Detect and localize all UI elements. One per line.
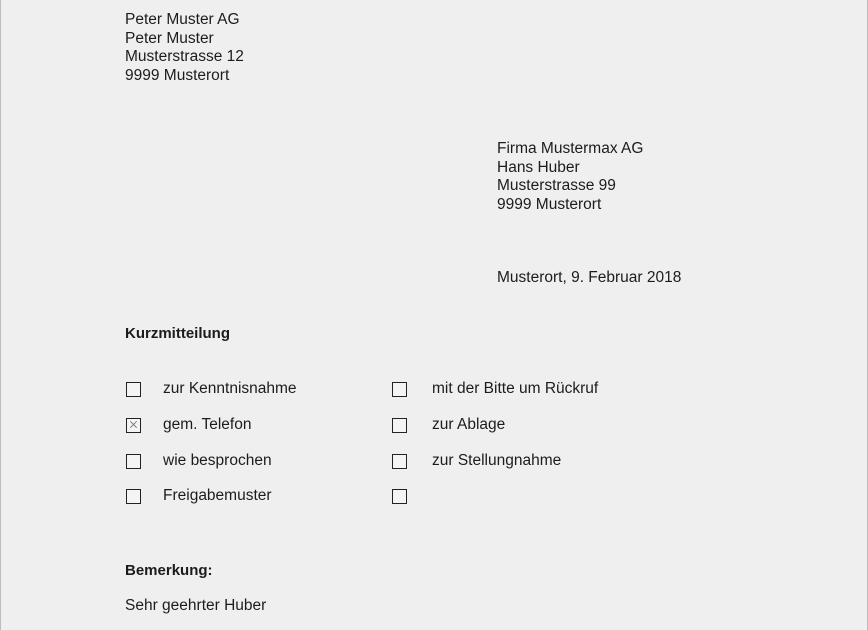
bemerkung-heading: Bemerkung: bbox=[125, 562, 213, 579]
checkbox-zur-stellungnahme[interactable] bbox=[392, 454, 407, 469]
label-bitte-um-rueckruf: mit der Bitte um Rückruf bbox=[432, 380, 599, 397]
sender-address bbox=[125, 11, 244, 86]
label-wie-besprochen: wie besprochen bbox=[163, 452, 272, 469]
checkbox-wie-besprochen[interactable] bbox=[126, 454, 141, 469]
checkbox-zur-ablage[interactable] bbox=[392, 418, 407, 433]
label-zur-kenntnisnahme: zur Kenntnisnahme bbox=[163, 380, 297, 397]
recipient-street: Musterstrasse 99 bbox=[497, 177, 616, 195]
label-zur-ablage: zur Ablage bbox=[432, 416, 506, 433]
recipient-company: Firma Mustermax AG bbox=[497, 140, 644, 157]
recipient-city: 9999 Musterort bbox=[497, 196, 602, 214]
sender-city: 9999 Musterort bbox=[125, 67, 230, 85]
option-zur-ablage[interactable] bbox=[392, 415, 505, 435]
option-wie-besprochen[interactable] bbox=[126, 451, 272, 471]
recipient-name: Hans Huber bbox=[497, 158, 580, 176]
sender-company: Peter Muster AG bbox=[125, 11, 240, 28]
checkbox-blank[interactable] bbox=[392, 489, 407, 504]
recipient-address bbox=[497, 140, 643, 215]
kurzmitteilung-heading: Kurzmitteilung bbox=[125, 325, 230, 342]
option-gem-telefon[interactable] bbox=[126, 415, 251, 435]
label-freigabemuster: Freigabemuster bbox=[163, 487, 272, 504]
label-zur-stellungnahme: zur Stellungnahme bbox=[432, 452, 562, 469]
sender-street: Musterstrasse 12 bbox=[125, 48, 244, 66]
label-gem-telefon: gem. Telefon bbox=[163, 416, 252, 433]
place-date: Musterort, 9. Februar 2018 bbox=[497, 269, 682, 286]
option-blank[interactable] bbox=[392, 486, 432, 506]
sender-name: Peter Muster bbox=[125, 29, 214, 47]
option-freigabemuster[interactable] bbox=[126, 486, 272, 506]
checkbox-bitte-um-rueckruf[interactable] bbox=[392, 382, 407, 397]
checkbox-gem-telefon[interactable] bbox=[126, 418, 141, 433]
checkbox-freigabemuster[interactable] bbox=[126, 489, 141, 504]
option-zur-kenntnisnahme[interactable] bbox=[126, 379, 297, 399]
option-zur-stellungnahme[interactable] bbox=[392, 451, 561, 471]
checkbox-zur-kenntnisnahme[interactable] bbox=[126, 382, 141, 397]
salutation-text: Sehr geehrter Huber bbox=[125, 597, 267, 614]
option-bitte-um-rueckruf[interactable] bbox=[392, 379, 598, 399]
